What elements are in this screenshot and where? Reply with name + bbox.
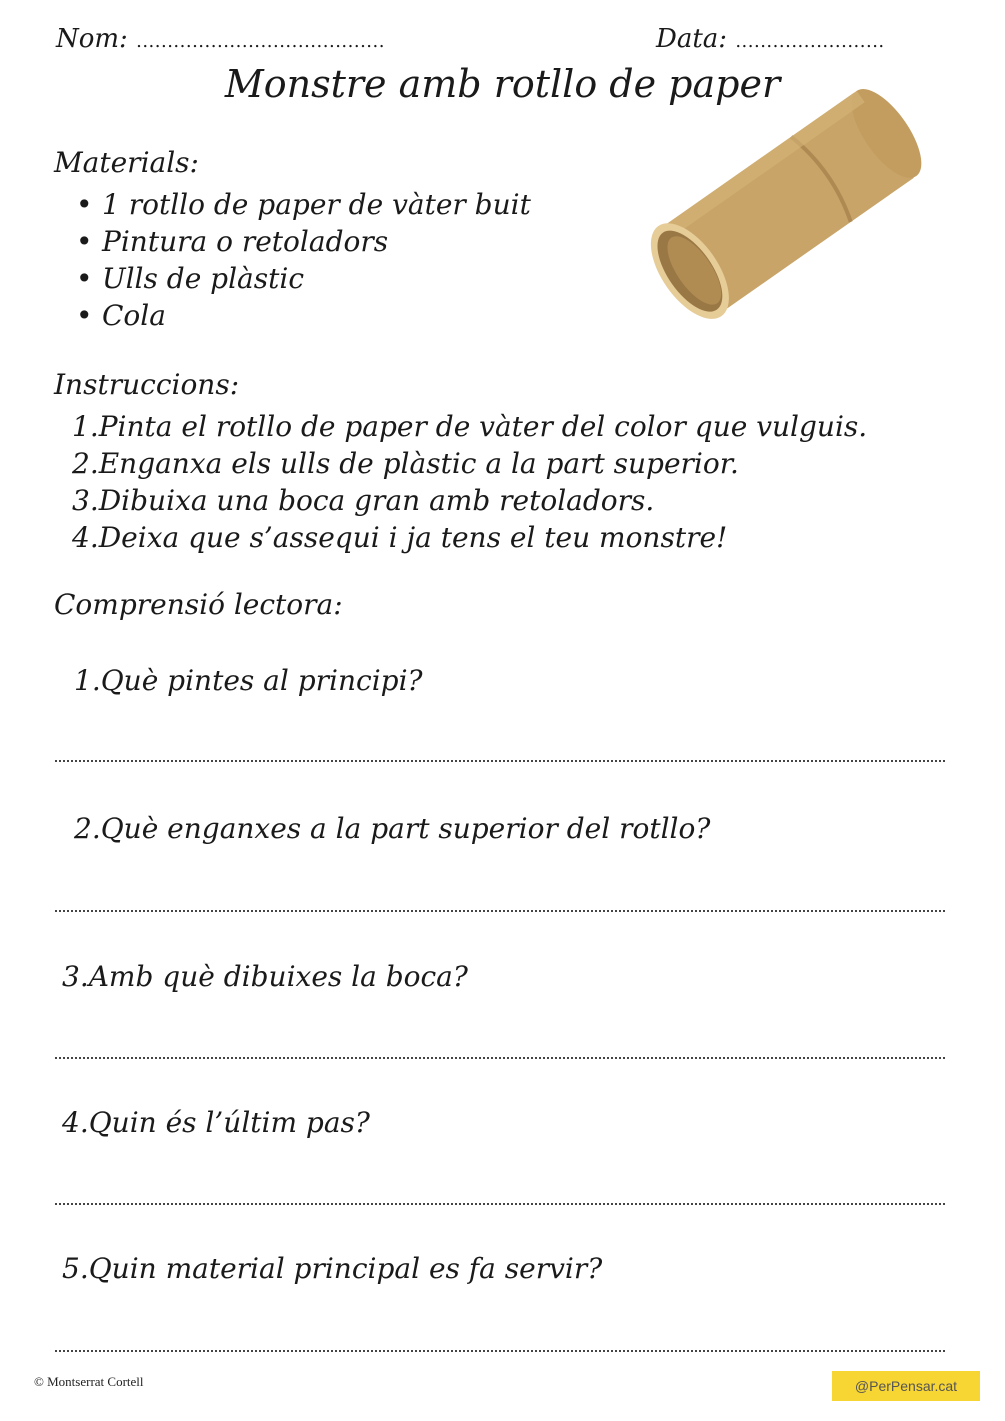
- question-2: 2.Què enganxes a la part superior del rotllo?: [74, 812, 711, 845]
- answer-line-2[interactable]: [55, 910, 945, 912]
- list-item: 4.Deixa que s’assequi i ja tens el teu monstre!: [72, 521, 728, 554]
- name-field[interactable]: ........................................: [136, 31, 385, 52]
- list-item: 3.Dibuixa una boca gran amb retoladors.: [72, 484, 655, 517]
- list-item: • Pintura o retoladors: [76, 223, 531, 260]
- list-item: • Ulls de plàstic: [76, 260, 531, 297]
- question-3: 3.Amb què dibuixes la boca?: [62, 960, 468, 993]
- brand-badge: @PerPensar.cat: [832, 1371, 980, 1401]
- answer-line-3[interactable]: [55, 1057, 945, 1059]
- instructions-list: [72, 408, 867, 556]
- name-label: Nom:: [56, 24, 128, 54]
- page-title: Monstre amb rotllo de paper: [224, 62, 781, 106]
- question-5: 5.Quin material principal es fa servir?: [62, 1252, 603, 1285]
- question-1: 1.Què pintes al principi?: [74, 664, 423, 697]
- roll-icon: [630, 78, 930, 338]
- answer-line-1[interactable]: [55, 760, 945, 762]
- list-item: 2.Enganxa els ulls de plàstic a la part superior.: [72, 447, 739, 480]
- copyright-text: © Montserrat Cortell: [34, 1374, 144, 1389]
- materials-heading: Materials:: [54, 146, 199, 179]
- list-item: 1.Pinta el rotllo de paper de vàter del color que vulguis.: [72, 410, 868, 443]
- answer-line-4[interactable]: [55, 1203, 945, 1205]
- materials-list: [76, 186, 531, 334]
- name-row: [56, 24, 385, 54]
- answer-line-5[interactable]: [55, 1350, 945, 1352]
- date-row: [656, 24, 885, 54]
- date-field[interactable]: ........................: [735, 31, 885, 52]
- list-item: • Cola: [76, 297, 531, 334]
- comprehension-heading: Comprensió lectora:: [54, 588, 343, 621]
- date-label: Data:: [656, 24, 728, 54]
- instructions-heading: Instruccions:: [54, 368, 240, 401]
- list-item: • 1 rotllo de paper de vàter buit: [76, 186, 531, 223]
- question-4: 4.Quin és l’últim pas?: [62, 1106, 370, 1139]
